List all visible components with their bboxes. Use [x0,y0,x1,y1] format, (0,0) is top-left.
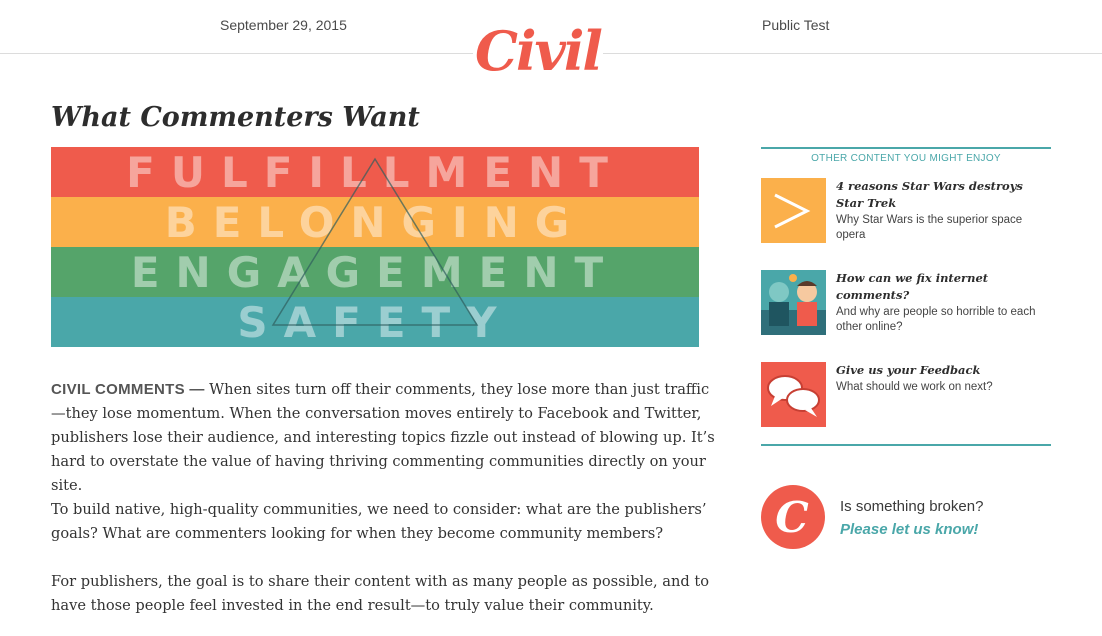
civil-c-logo-icon[interactable] [761,485,825,549]
hero-image [51,147,699,347]
public-test-link[interactable]: Public Test [762,17,830,33]
feedback-question: Is something broken? [840,498,984,515]
recommended-item-desc: And why are people so horrible to each other online? [836,306,1036,333]
hero-band-safety [51,297,699,347]
speech-bubbles-icon[interactable] [761,362,826,427]
recommended-item-desc: What should we work on next? [836,381,993,393]
sidebar-top-divider [761,147,1051,149]
hero-band-label: ENGAGEMENT [130,247,620,297]
chevron-right-icon[interactable] [761,178,826,243]
recommended-item-title[interactable]: 4 reasons Star Wars destroys Star Trek [836,179,1023,210]
hero-band-label: FULFILLMENT [126,147,624,197]
hero-band-label: BELONGING [164,197,586,247]
recommended-item-title[interactable]: Give us your Feedback [836,363,981,377]
logo-text[interactable]: Civil [475,19,601,83]
svg-text:C: C [775,493,809,542]
recommended-item-feedback[interactable] [761,362,1051,428]
hero-band-fulfillment [51,147,699,197]
hero-band-belonging [51,197,699,247]
site-logo[interactable] [473,6,603,96]
article-paragraph-1 [51,378,716,498]
article-title: What Commenters Want [51,102,420,133]
paragraph-text: When sites turn off their comments, they lose more than just traffic—they lose momentum. When the conversation moves entirely to Facebook and Twitter, publishers lose their audience, and interesting topics fizzle out instead of blowing up. It’s hard to overstate the value of having thriving commenting communities directly on your site. [51,381,715,494]
cartoon-people-icon[interactable] [761,270,826,335]
header-date: September 29, 2015 [220,17,347,33]
lede-label: CIVIL COMMENTS — [51,381,210,398]
recommended-item-star-wars[interactable] [761,178,1051,244]
hero-band-engagement [51,247,699,297]
article-paragraph-2: To build native, high-quality communities, we need to consider: what are the publishers’ goals? What are commenters looking for when they become community members? [51,501,707,542]
feedback-link[interactable]: Please let us know! [840,521,979,538]
recommended-item-fix-comments[interactable] [761,270,1051,336]
article-paragraph-3: For publishers, the goal is to share their content with as many people as possible, and to have those people feel invested in the end result—to truly value their community. [51,573,709,614]
sidebar-heading: OTHER CONTENT YOU MIGHT ENJOY [811,153,1001,164]
sidebar-bottom-divider [761,444,1051,446]
hero-band-label: SAFETY [237,297,513,347]
recommended-item-title[interactable]: How can we fix internet comments? [836,271,989,302]
recommended-item-desc: Why Star Wars is the superior space opera [836,214,1023,241]
